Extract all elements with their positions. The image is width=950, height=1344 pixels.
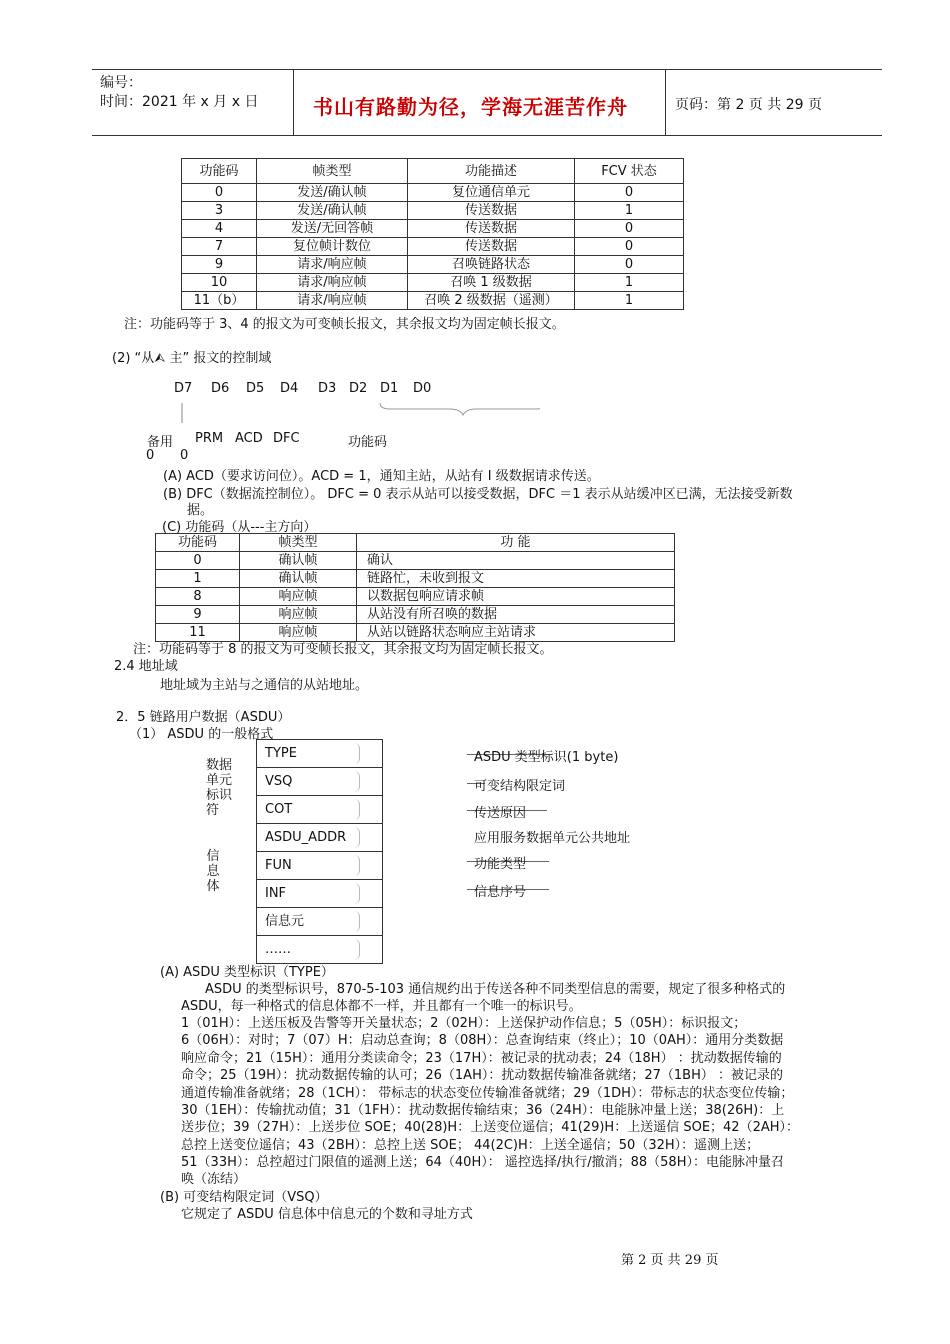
asdu-cell-label: ……	[265, 942, 291, 957]
type-list-line: 命令；25（19H）：扰动数据传输的认可；26（1AH）：扰动数据传输准备就绪；27（1BH） ：被记录的	[181, 1068, 783, 1083]
table-cell: 传送数据	[408, 202, 575, 220]
bit-value-prm: 0	[180, 448, 189, 463]
asdu-cell-type	[257, 740, 382, 768]
bit-d3: D3	[318, 381, 337, 396]
table-row	[182, 256, 684, 274]
col-header: 功 能	[357, 534, 675, 552]
table-cell: 链路忙，未收到报文	[357, 570, 675, 588]
col-header: 功能码	[156, 534, 240, 552]
table-cell: 9	[156, 606, 240, 624]
table-cell: 3	[182, 202, 257, 220]
dfc-description-cont: 据。	[187, 503, 214, 518]
table-cell: 1	[156, 570, 240, 588]
info-body-label	[206, 849, 220, 894]
section2-title: (2) “从⮙ 主” 报文的控制域	[112, 351, 272, 366]
asdu-cell-vsq	[257, 768, 382, 796]
asdu-cell-label: TYPE	[265, 746, 297, 761]
asdu-desc-fun: 功能类型	[474, 857, 527, 872]
bit-label-prm: PRM	[195, 431, 224, 446]
header-bottom-rule	[92, 135, 882, 136]
table-cell: 请求/响应帧	[257, 256, 408, 274]
bit-label-dfc: DFC	[273, 431, 300, 446]
type-list-line: 1（01H）：上送压板及告警等开关量状态；2（02H）：上送保护动作信息；5（05H）：标识报文；	[181, 1016, 747, 1031]
table-header-row	[182, 159, 684, 184]
asdu-cell-label: FUN	[265, 858, 292, 873]
section-a-intro-1: ASDU 的类型标识号，870-5-103 通信规约出于传送各种不同类型信息的需要，规定了很多种格式的	[205, 982, 786, 997]
section24-text: 地址域为主站与之通信的从站地址。	[160, 678, 369, 693]
serial-label: 编号：	[100, 75, 142, 91]
table-row	[156, 552, 675, 570]
label-char: 元	[219, 773, 233, 788]
table-cell: 以数据包响应请求帧	[357, 588, 675, 606]
table-cell: 响应帧	[240, 606, 357, 624]
col-header: 帧类型	[257, 159, 408, 184]
table-cell: 0	[575, 238, 684, 256]
label-char: 据	[219, 758, 233, 773]
table-row	[182, 274, 684, 292]
table1-note: 注：功能码等于 3、4 的报文为可变帧长报文，其余报文均为固定帧长报文。	[124, 317, 565, 332]
brace-mark	[353, 883, 360, 904]
section24-title: 2.4 地址域	[114, 659, 178, 674]
table-cell: 7	[182, 238, 257, 256]
table-row	[156, 588, 675, 606]
acd-description: (A) ACD（要求访问位）。ACD = 1，通知主站，从站有 I 级数据请求传送。	[163, 469, 600, 484]
table-cell: 确认	[357, 552, 675, 570]
brace-mark	[353, 855, 360, 876]
bit-d6: D6	[211, 381, 230, 396]
table-cell: 9	[182, 256, 257, 274]
brace-mark	[353, 771, 360, 792]
asdu-desc-vsq: 可变结构限定词	[474, 779, 566, 794]
brace-mark	[353, 827, 360, 848]
section-a-title: (A) ASDU 类型标识（TYPE）	[160, 965, 334, 980]
table-cell: 发送/确认帧	[257, 202, 408, 220]
label-char: 符	[206, 803, 220, 818]
type-list-line: 唤（冻结）	[181, 1172, 247, 1187]
brace-mark	[353, 911, 360, 932]
bit-value-reserved: 0	[146, 448, 155, 463]
asdu-cell-inf	[257, 880, 382, 908]
section-a-intro-2: ASDU，每一种格式的信息体都不一样，并且都有一个唯一的标识号。	[181, 999, 582, 1014]
page-label: 页码：第 2 页 共 29 页	[675, 97, 822, 113]
asdu-desc-addr: 应用服务数据单元公共地址	[474, 831, 631, 846]
label-char: 标	[206, 788, 220, 803]
type-list-line: 送步位；39（27H）：上送步位 SOE；40(28)H：上送变位遥信；41(29)H：上送遥信 SOE；42（2AH）：	[181, 1120, 800, 1135]
table-cell: 0	[575, 256, 684, 274]
table-cell: 1	[575, 274, 684, 292]
col-header: 帧类型	[240, 534, 357, 552]
label-char: 数	[206, 758, 220, 773]
table-cell: 传送数据	[408, 238, 575, 256]
section-b-title: (B) 可变结构限定词（VSQ）	[160, 1190, 328, 1205]
table-cell: 传送数据	[408, 220, 575, 238]
table-cell: 4	[182, 220, 257, 238]
table-cell: 召唤链路状态	[408, 256, 575, 274]
asdu-cell-cot	[257, 796, 382, 824]
brace-mark	[353, 799, 360, 820]
asdu-desc-type: ASDU 类型标识(1 byte)	[474, 750, 619, 765]
table2-note: 注：功能码等于 8 的报文为可变帧长报文，其余报文均为固定帧长报文。	[133, 642, 553, 657]
label-char: 单	[206, 773, 220, 788]
header-top-rule	[92, 69, 882, 70]
bit-d5: D5	[246, 381, 265, 396]
type-list-line: 51（33H）：总控超过门限值的遥测上送；64（40H）： 遥控选择/执行/撤消；88（58H）：电能脉冲量召	[181, 1155, 784, 1170]
table-cell: 0	[156, 552, 240, 570]
time-label: 时间：2021 年 x 月 x 日	[100, 94, 259, 110]
asdu-cell-label: 信息元	[265, 914, 305, 929]
asdu-cell-fun	[257, 852, 382, 880]
table-cell: 发送/确认帧	[257, 184, 408, 202]
asdu-cell-ellipsis	[257, 936, 382, 963]
asdu-cell-label: ASDU_ADDR	[265, 830, 347, 845]
section25-subtitle: （1） ASDU 的一般格式	[129, 727, 274, 742]
table-cell: 发送/无回答帧	[257, 220, 408, 238]
table-cell: 召唤 1 级数据	[408, 274, 575, 292]
asdu-cell-info-element	[257, 908, 382, 936]
asdu-cell-label: INF	[265, 886, 287, 901]
bit-d1: D1	[380, 381, 399, 396]
table-cell: 0	[575, 220, 684, 238]
function-code-subtitle: (C) 功能码（从---主方向）	[162, 520, 317, 535]
data-unit-identifier-label	[206, 758, 236, 818]
asdu-desc-cot: 传送原因	[474, 806, 527, 821]
table-cell: 复位通信单元	[408, 184, 575, 202]
asdu-desc-inf: 信息序号	[474, 885, 527, 900]
type-list-line: 通道传输准备就绪；28（1CH）： 带标志的状态变位传输准备就绪；29（1DH）：带标志的状态变位传输；	[181, 1086, 794, 1101]
footer-page-number: 第 2 页 共 29 页	[621, 1253, 719, 1268]
table-cell: 请求/响应帧	[257, 274, 408, 292]
table-cell: 1	[575, 202, 684, 220]
label-char: 信	[206, 849, 220, 864]
table-cell: 召唤 2 级数据（遥测）	[408, 292, 575, 310]
bit-label-function-code: 功能码	[348, 435, 388, 450]
bit-d4: D4	[280, 381, 299, 396]
table-row	[182, 184, 684, 202]
table-cell: 响应帧	[240, 624, 357, 642]
table-cell: 1	[575, 292, 684, 310]
bit-label-acd: ACD	[235, 431, 263, 446]
type-list-line: 响应命令；21（15H）：通用分类读命令；23（17H）：被记录的扰动表；24（18H） ：扰动数据传输的	[181, 1051, 782, 1066]
table-row	[182, 202, 684, 220]
table-cell: 11（b）	[182, 292, 257, 310]
motto-title: 书山有路勤为径，学海无涯苦作舟	[313, 95, 628, 119]
asdu-cell-label: COT	[265, 802, 293, 817]
table-cell: 11	[156, 624, 240, 642]
table-cell: 8	[156, 588, 240, 606]
table-row	[156, 606, 675, 624]
type-list-line: 30（1EH）：传输扰动值；31（1FH）：扰动数据传输结束；36（24H）：电能脉冲量上送；38(26H)：上	[181, 1103, 785, 1118]
function-code-table-master	[181, 158, 684, 310]
brace-mark	[353, 939, 360, 960]
asdu-cell-label: VSQ	[265, 774, 293, 789]
col-header: FCV 状态	[575, 159, 684, 184]
bit-label-reserved: 备用	[147, 435, 174, 450]
brace-mark	[353, 743, 360, 764]
label-char: 体	[206, 879, 220, 894]
table-cell: 从站以链路状态响应主站请求	[357, 624, 675, 642]
table-row	[156, 570, 675, 588]
type-list-line: 总控上送变位遥信；43（2BH）：总控上送 SOE； 44(2C)H：上送全遥信；50（32H）：遥测上送；	[181, 1138, 760, 1153]
header-divider-left	[293, 69, 294, 135]
table-row	[182, 220, 684, 238]
bit-d7: D7	[174, 381, 193, 396]
label-char: 识	[219, 788, 233, 803]
bit-d2: D2	[349, 381, 368, 396]
label-char: 息	[206, 864, 220, 879]
table-row	[182, 238, 684, 256]
col-header: 功能描述	[408, 159, 575, 184]
dfc-description: (B) DFC（数据流控制位）。 DFC = 0 表示从站可以接受数据，DFC ＝1 表示从站缓冲区已满，无法接受新数	[163, 487, 793, 502]
bit-d0: D0	[413, 381, 432, 396]
table-cell: 10	[182, 274, 257, 292]
table-cell: 0	[575, 184, 684, 202]
table-cell: 复位帧计数位	[257, 238, 408, 256]
table-cell: 确认帧	[240, 570, 357, 588]
table-header-row	[156, 534, 675, 552]
col-header: 功能码	[182, 159, 257, 184]
type-list-line: 6（06H）：对时；7（07）H：启动总查询；8（08H）：总查询结束（终止）；10（0AH）：通用分类数据	[181, 1033, 784, 1048]
section-b-text: 它规定了 ASDU 信息体中信息元的个数和寻址方式	[181, 1207, 473, 1222]
table-cell: 确认帧	[240, 552, 357, 570]
table-cell: 响应帧	[240, 588, 357, 606]
table-cell: 请求/响应帧	[257, 292, 408, 310]
function-code-table-slave	[155, 533, 675, 642]
asdu-cell-addr	[257, 824, 382, 852]
section25-title: 2．5 链路用户数据（ASDU）	[116, 710, 291, 725]
header-divider-right	[665, 69, 666, 135]
table-row	[182, 292, 684, 310]
table-cell: 0	[182, 184, 257, 202]
asdu-structure-box	[256, 739, 383, 964]
table-cell: 从站没有所召唤的数据	[357, 606, 675, 624]
